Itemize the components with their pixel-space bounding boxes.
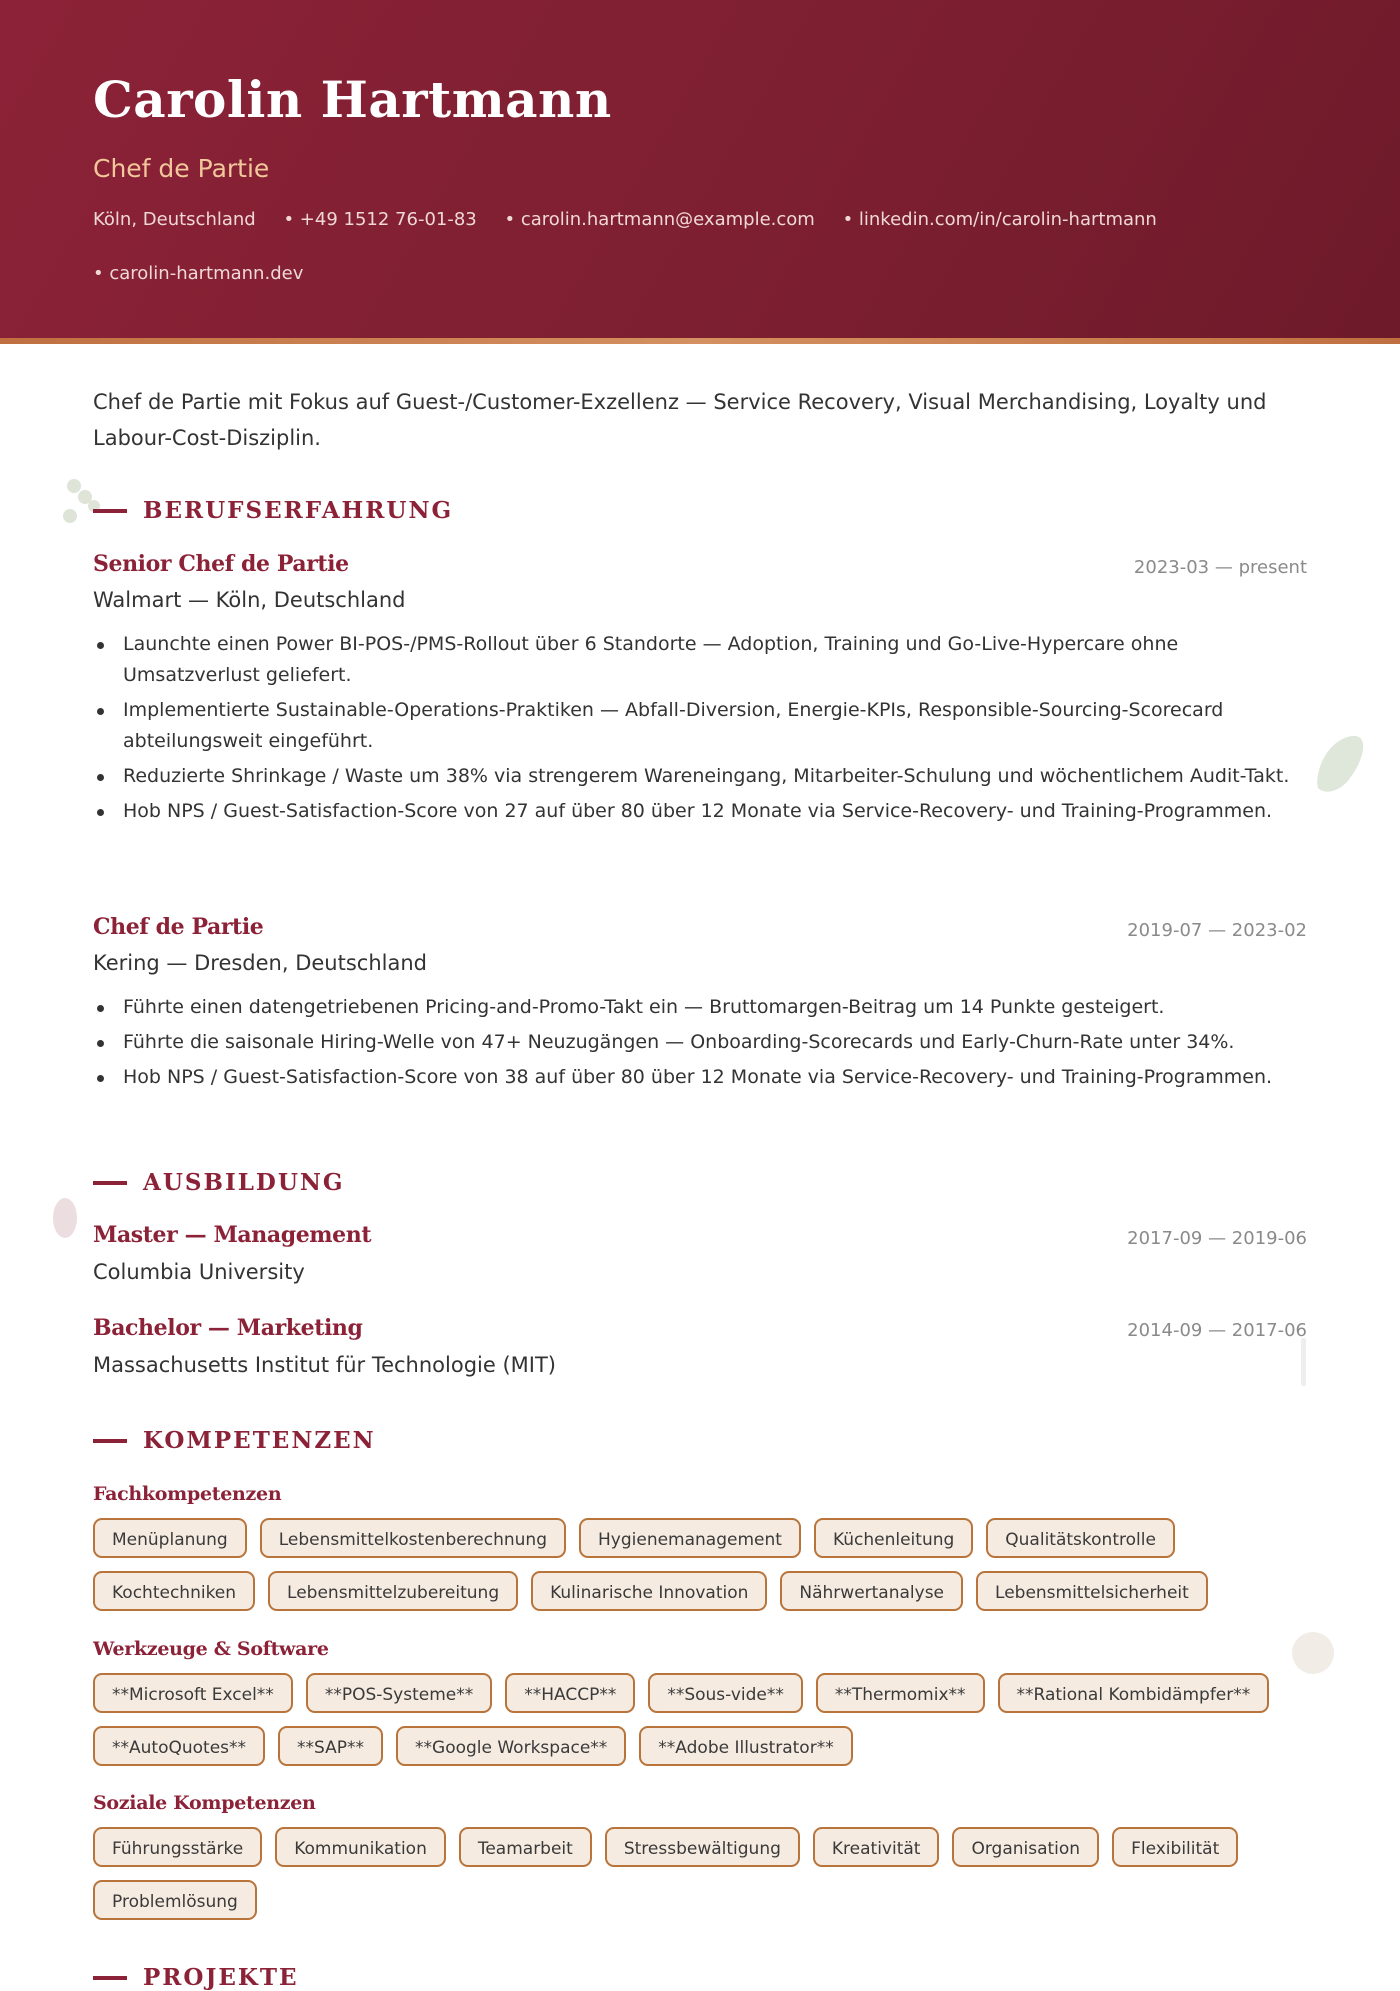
skills-title: KOMPETENZEN xyxy=(143,1427,376,1454)
skill-chip: Kreativität xyxy=(813,1827,940,1867)
job-bullet: Hob NPS / Guest-Satisfaction-Score von 38 auf über 80 über 12 Monate via Service-Recovery- und Training-Programmen. xyxy=(93,1062,1293,1093)
contact-website[interactable]: • carolin-hartmann.dev xyxy=(93,263,304,284)
skill-chip: Nährwertanalyse xyxy=(780,1571,963,1611)
skill-chip: **POS-Systeme** xyxy=(306,1673,492,1713)
skill-chips-tools xyxy=(93,1673,1323,1766)
skill-chip: Organisation xyxy=(952,1827,1099,1867)
skill-chip: **Google Workspace** xyxy=(396,1726,626,1766)
skill-chip: Qualitätskontrolle xyxy=(986,1518,1175,1558)
skill-chip: **Thermomix** xyxy=(816,1673,985,1713)
degree-school: Columbia University xyxy=(93,1260,305,1284)
skill-chip: Lebensmittelsicherheit xyxy=(976,1571,1208,1611)
job-bullet: Führte die saisonale Hiring-Welle von 47+ Neuzugängen — Onboarding-Scorecards und Early-Churn-Rate unter 34%. xyxy=(93,1027,1293,1058)
decorative-leaf xyxy=(1312,730,1372,800)
job-title: Senior Chef de Partie xyxy=(93,551,349,577)
skill-chips-technical xyxy=(93,1518,1323,1611)
contact-email[interactable]: • carolin.hartmann@example.com xyxy=(504,209,815,230)
contact-phone[interactable]: • +49 1512 76-01-83 xyxy=(283,209,477,230)
skill-chip: Küchenleitung xyxy=(814,1518,973,1558)
contact-row xyxy=(93,209,1179,230)
skill-chip: Flexibilität xyxy=(1112,1827,1238,1867)
skill-chip: Stressbewältigung xyxy=(605,1827,800,1867)
job-bullet: Führte einen datengetriebenen Pricing-and-Promo-Takt ein — Bruttomargen-Beitrag um 14 Punkte gesteigert. xyxy=(93,992,1293,1023)
experience-heading xyxy=(93,497,453,524)
job-dates: 2023-03 — present xyxy=(1133,557,1307,578)
education-heading xyxy=(93,1169,345,1196)
degree-title: Master — Management xyxy=(93,1222,372,1248)
contact-location: Köln, Deutschland xyxy=(93,209,256,230)
job-bullet: Reduzierte Shrinkage / Waste um 38% via strengerem Wareneingang, Mitarbeiter-Schulung und wöchentlichem Audit-Takt. xyxy=(93,761,1293,792)
skill-chip: **Sous-vide** xyxy=(648,1673,803,1713)
skill-chip: Kochtechniken xyxy=(93,1571,255,1611)
section-bar xyxy=(93,1181,127,1185)
skill-group-title: Fachkompetenzen xyxy=(93,1483,282,1505)
skill-chip: Hygienemanagement xyxy=(579,1518,801,1558)
skills-heading xyxy=(93,1427,376,1454)
decorative-petal xyxy=(50,1196,80,1240)
degree-dates: 2017-09 — 2019-06 xyxy=(1127,1228,1307,1249)
job-company: Walmart — Köln, Deutschland xyxy=(93,588,406,612)
candidate-role: Chef de Partie xyxy=(93,154,270,183)
section-bar xyxy=(93,1439,127,1443)
job-bullet: Implementierte Sustainable-Operations-Praktiken — Abfall-Diversion, Energie-KPIs, Responsible-Sourcing-Scorecard abteilungsweit eingeführt. xyxy=(93,695,1293,757)
experience-title: BERUFSERFAHRUNG xyxy=(143,497,454,524)
candidate-name: Carolin Hartmann xyxy=(93,70,612,129)
section-bar xyxy=(93,1976,127,1980)
skill-chip: **Adobe Illustrator** xyxy=(639,1726,852,1766)
skill-group-title: Werkzeuge & Software xyxy=(93,1638,329,1660)
skill-chip: **AutoQuotes** xyxy=(93,1726,265,1766)
skill-chip: **Microsoft Excel** xyxy=(93,1673,293,1713)
decorative-circle xyxy=(1290,1630,1336,1676)
degree-dates: 2014-09 — 2017-06 xyxy=(1127,1320,1307,1341)
job-bullets xyxy=(93,992,1293,1097)
degree-school: Massachusetts Institut für Technologie (MIT) xyxy=(93,1353,556,1377)
decorative-bar xyxy=(1301,1338,1306,1386)
skill-chip: **HACCP** xyxy=(505,1673,635,1713)
skill-chip: Problemlösung xyxy=(93,1880,257,1920)
skill-chip: Führungsstärke xyxy=(93,1827,262,1867)
projects-title: PROJEKTE xyxy=(143,1964,299,1991)
job-bullet: Hob NPS / Guest-Satisfaction-Score von 27 auf über 80 über 12 Monate via Service-Recovery- und Training-Programmen. xyxy=(93,796,1293,827)
skill-chip: Lebensmittelkostenberechnung xyxy=(260,1518,566,1558)
skill-chip: **SAP** xyxy=(278,1726,383,1766)
projects-heading xyxy=(93,1964,299,1991)
skill-chip: Kulinarische Innovation xyxy=(531,1571,767,1611)
job-title: Chef de Partie xyxy=(93,914,264,940)
job-dates: 2019-07 — 2023-02 xyxy=(1127,920,1307,941)
profile-summary: Chef de Partie mit Fokus auf Guest-/Customer-Exzellenz — Service Recovery, Visual Merchandising, Loyalty und Labour-Cost-Disziplin. xyxy=(93,390,1267,450)
skill-chip: **Rational Kombidämpfer** xyxy=(998,1673,1270,1713)
skill-chip: Kommunikation xyxy=(275,1827,446,1867)
job-company: Kering — Dresden, Deutschland xyxy=(93,951,427,975)
job-bullets xyxy=(93,629,1293,831)
skill-chips-social xyxy=(93,1827,1323,1920)
contact-linkedin[interactable]: • linkedin.com/in/carolin-hartmann xyxy=(842,209,1157,230)
skill-chip: Lebensmittelzubereitung xyxy=(268,1571,518,1611)
section-bar xyxy=(93,509,127,513)
degree-title: Bachelor — Marketing xyxy=(93,1315,363,1341)
skill-group-title: Soziale Kompetenzen xyxy=(93,1792,316,1814)
header-divider xyxy=(0,338,1400,344)
education-title: AUSBILDUNG xyxy=(143,1169,345,1196)
skill-chip: Menüplanung xyxy=(93,1518,247,1558)
job-bullet: Launchte einen Power BI-POS-/PMS-Rollout über 6 Standorte — Adoption, Training und Go-Live-Hypercare ohne Umsatzverlust geliefert. xyxy=(93,629,1293,691)
contact-row-2 xyxy=(93,263,325,284)
header-banner xyxy=(0,0,1400,338)
skill-chip: Teamarbeit xyxy=(459,1827,592,1867)
